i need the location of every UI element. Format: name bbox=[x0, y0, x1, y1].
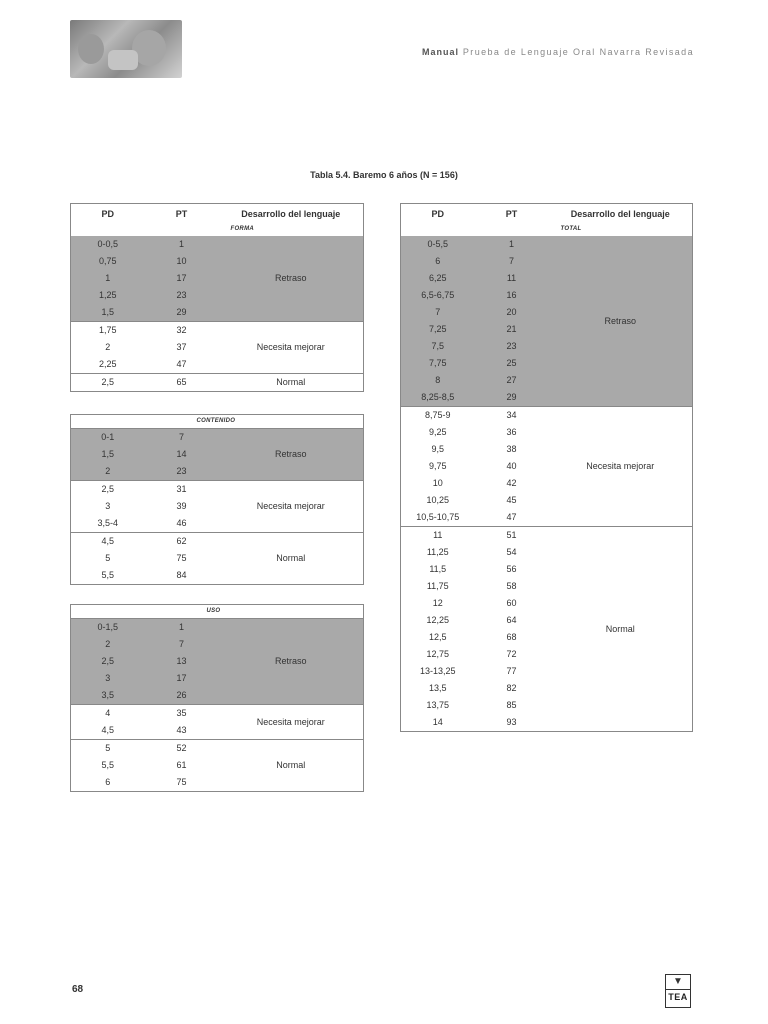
cell-pd: 7,5 bbox=[401, 338, 475, 355]
cell-pt: 84 bbox=[176, 570, 187, 580]
cell-pt: 29 bbox=[145, 304, 219, 322]
band-normal: Normal bbox=[549, 527, 693, 732]
cell-pd: 4,5 bbox=[101, 725, 114, 735]
band-normal: Normal bbox=[219, 374, 364, 392]
cell-pt: 47 bbox=[506, 512, 517, 522]
cell-pd: 1,75 bbox=[71, 322, 145, 340]
section-forma: FORMA bbox=[230, 226, 254, 232]
cell-pd: 12,5 bbox=[428, 632, 447, 642]
cell-pt: 58 bbox=[506, 581, 517, 591]
band-retraso: Retraso bbox=[549, 236, 693, 407]
table-total bbox=[400, 203, 693, 732]
section-total: TOTAL bbox=[560, 226, 582, 232]
cell-pd: 0-0,5 bbox=[71, 236, 145, 253]
cell-pd: 6,5-6,75 bbox=[401, 287, 475, 304]
section-uso: USO bbox=[206, 608, 221, 614]
cell-pd: 8,25-8,5 bbox=[401, 389, 475, 407]
cell-pd: 8,75-9 bbox=[401, 407, 475, 425]
cell-pt: 51 bbox=[475, 527, 549, 545]
band-retraso: Retraso bbox=[219, 429, 364, 481]
band-retraso: Retraso bbox=[219, 236, 364, 322]
cell-pt: 85 bbox=[506, 700, 517, 710]
cell-pt: 31 bbox=[145, 481, 219, 499]
cell-pt: 43 bbox=[176, 725, 187, 735]
table-row bbox=[71, 204, 364, 224]
cell-pd: 13,5 bbox=[428, 683, 447, 693]
cell-pd: 5 bbox=[71, 740, 145, 758]
cell-pt: 7 bbox=[475, 253, 549, 270]
table-row bbox=[71, 619, 364, 637]
cell-pd: 2 bbox=[71, 463, 145, 481]
cell-pt: 7 bbox=[145, 429, 219, 447]
cell-pd: 1,5 bbox=[71, 304, 145, 322]
table-row bbox=[71, 236, 364, 253]
cell-pd: 13,75 bbox=[426, 700, 450, 710]
table-row bbox=[401, 407, 693, 425]
cell-pd: 2,5 bbox=[71, 374, 145, 392]
cell-pt: 82 bbox=[506, 683, 517, 693]
table-row bbox=[71, 374, 364, 392]
band-retraso: Retraso bbox=[219, 619, 364, 705]
cell-pd: 11,75 bbox=[426, 581, 449, 591]
header-title: Prueba de Lenguaje Oral Navarra Revisada bbox=[462, 47, 694, 57]
cell-pt: 68 bbox=[506, 632, 517, 642]
logo-text: TEA bbox=[666, 989, 690, 1004]
cell-pt: 17 bbox=[145, 270, 219, 287]
cell-pt: 27 bbox=[475, 372, 549, 389]
cell-pd: 1,5 bbox=[71, 446, 145, 463]
cell-pt: 25 bbox=[475, 355, 549, 372]
cell-pd: 2,25 bbox=[98, 359, 117, 369]
cell-pd: 2 bbox=[71, 636, 145, 653]
table-row bbox=[401, 223, 693, 236]
cell-pd: 12,75 bbox=[426, 649, 450, 659]
cell-pd: 1 bbox=[71, 270, 145, 287]
cell-pt: 23 bbox=[145, 287, 219, 304]
col-dev: Desarrollo del lenguaje bbox=[570, 209, 670, 219]
cell-pt: 26 bbox=[145, 687, 219, 705]
cell-pt: 35 bbox=[145, 705, 219, 723]
cell-pt: 23 bbox=[475, 338, 549, 355]
table-row bbox=[71, 223, 364, 236]
cell-pt: 14 bbox=[145, 446, 219, 463]
cell-pt: 61 bbox=[176, 760, 187, 770]
cell-pt: 36 bbox=[506, 427, 517, 437]
cell-pt: 47 bbox=[176, 359, 187, 369]
cell-pt: 77 bbox=[506, 666, 517, 676]
cell-pd: 8 bbox=[401, 372, 475, 389]
band-mejorar: Necesita mejorar bbox=[219, 705, 364, 740]
cell-pt: 45 bbox=[506, 495, 517, 505]
cell-pt: 39 bbox=[176, 501, 187, 511]
cell-pd: 12 bbox=[432, 598, 443, 608]
cell-pd: 6,25 bbox=[401, 270, 475, 287]
table-row bbox=[71, 322, 364, 340]
cell-pt: 38 bbox=[506, 444, 517, 454]
cell-pd: 5,5 bbox=[101, 760, 114, 770]
cell-pd: 5,5 bbox=[101, 570, 114, 580]
table-row bbox=[71, 481, 364, 499]
cell-pt: 29 bbox=[475, 389, 549, 407]
table-row bbox=[71, 429, 364, 447]
cell-pt: 93 bbox=[506, 717, 517, 727]
cell-pd: 3 bbox=[71, 670, 145, 687]
cell-pd: 3,5-4 bbox=[97, 518, 118, 528]
cell-pt: 46 bbox=[176, 518, 187, 528]
cell-pt: 75 bbox=[176, 777, 187, 787]
table-row bbox=[71, 605, 364, 619]
cell-pt: 7 bbox=[145, 636, 219, 653]
cell-pt: 34 bbox=[475, 407, 549, 425]
cell-pt: 40 bbox=[506, 461, 517, 471]
cell-pt: 1 bbox=[475, 236, 549, 253]
cell-pd: 0-5,5 bbox=[401, 236, 475, 253]
cell-pd: 3,5 bbox=[71, 687, 145, 705]
tea-logo-icon: ▼ TEA bbox=[665, 974, 691, 1008]
cell-pd: 13-13,25 bbox=[419, 666, 456, 676]
cell-pd: 0-1 bbox=[71, 429, 145, 447]
cell-pd: 9,75 bbox=[428, 461, 447, 471]
cell-pd: 1,25 bbox=[71, 287, 145, 304]
cell-pt: 52 bbox=[145, 740, 219, 758]
cell-pd: 11,5 bbox=[429, 564, 447, 574]
cell-pd: 7,75 bbox=[401, 355, 475, 372]
cell-pd: 0-1,5 bbox=[71, 619, 145, 637]
cell-pt: 1 bbox=[145, 619, 219, 637]
col-pt: PT bbox=[505, 209, 518, 219]
cell-pd: 12,25 bbox=[426, 615, 450, 625]
cell-pt: 42 bbox=[506, 478, 517, 488]
cell-pd: 11,25 bbox=[426, 547, 449, 557]
band-normal: Normal bbox=[219, 740, 364, 792]
col-pd: PD bbox=[101, 209, 114, 219]
cell-pd: 11 bbox=[401, 527, 475, 545]
band-normal: Normal bbox=[219, 533, 364, 585]
cell-pd: 10 bbox=[432, 478, 443, 488]
header-photo bbox=[70, 20, 182, 78]
table-row bbox=[401, 236, 693, 253]
cell-pt: 1 bbox=[145, 236, 219, 253]
cell-pt: 32 bbox=[145, 322, 219, 340]
band-mejorar: Necesita mejorar bbox=[549, 407, 693, 527]
cell-pd: 7,25 bbox=[401, 321, 475, 338]
table-row bbox=[401, 204, 693, 224]
table-uso bbox=[70, 604, 364, 792]
page-number: 68 bbox=[72, 984, 84, 995]
cell-pd: 6 bbox=[105, 777, 111, 787]
cell-pt: 21 bbox=[475, 321, 549, 338]
cell-pt: 62 bbox=[145, 533, 219, 551]
band-mejorar: Necesita mejorar bbox=[219, 322, 364, 374]
cell-pd: 2,5 bbox=[71, 481, 145, 499]
cell-pd: 4 bbox=[71, 705, 145, 723]
table-forma bbox=[70, 203, 364, 392]
cell-pt: 56 bbox=[506, 564, 517, 574]
table-row bbox=[71, 705, 364, 723]
band-mejorar: Necesita mejorar bbox=[219, 481, 364, 533]
cell-pd: 3 bbox=[105, 501, 111, 511]
cell-pd: 9,5 bbox=[431, 444, 444, 454]
cell-pt: 23 bbox=[145, 463, 219, 481]
cell-pt: 11 bbox=[475, 270, 549, 287]
cell-pt: 75 bbox=[176, 553, 187, 563]
col-pd: PD bbox=[431, 209, 444, 219]
cell-pt: 17 bbox=[145, 670, 219, 687]
col-dev: Desarrollo del lenguaje bbox=[241, 209, 341, 219]
table-title: Tabla 5.4. Baremo 6 años (N = 156) bbox=[310, 170, 458, 180]
cell-pd: 10,25 bbox=[426, 495, 450, 505]
cell-pt: 65 bbox=[145, 374, 219, 392]
cell-pd: 6 bbox=[401, 253, 475, 270]
cell-pt: 20 bbox=[475, 304, 549, 321]
col-pt: PT bbox=[175, 209, 188, 219]
cell-pt: 13 bbox=[145, 653, 219, 670]
cell-pd: 14 bbox=[432, 717, 443, 727]
cell-pd: 4,5 bbox=[71, 533, 145, 551]
cell-pt: 54 bbox=[506, 547, 517, 557]
section-contenido: CONTENIDO bbox=[196, 418, 236, 424]
cell-pd: 2,5 bbox=[71, 653, 145, 670]
cell-pt: 16 bbox=[475, 287, 549, 304]
header-brand: Manual bbox=[421, 47, 459, 57]
table-contenido bbox=[70, 414, 364, 585]
cell-pd: 7 bbox=[401, 304, 475, 321]
table-row bbox=[71, 415, 364, 429]
running-header bbox=[422, 47, 694, 57]
cell-pd: 9,25 bbox=[428, 427, 447, 437]
cell-pt: 10 bbox=[145, 253, 219, 270]
cell-pt: 37 bbox=[176, 342, 187, 352]
table-row bbox=[401, 527, 693, 545]
cell-pt: 60 bbox=[506, 598, 517, 608]
cell-pd: 10,5-10,75 bbox=[416, 512, 460, 522]
cell-pt: 64 bbox=[506, 615, 517, 625]
table-row bbox=[71, 740, 364, 758]
cell-pd: 5 bbox=[105, 553, 111, 563]
cell-pt: 72 bbox=[506, 649, 517, 659]
cell-pd: 0,75 bbox=[71, 253, 145, 270]
cell-pd: 2 bbox=[105, 342, 111, 352]
table-row bbox=[71, 533, 364, 551]
